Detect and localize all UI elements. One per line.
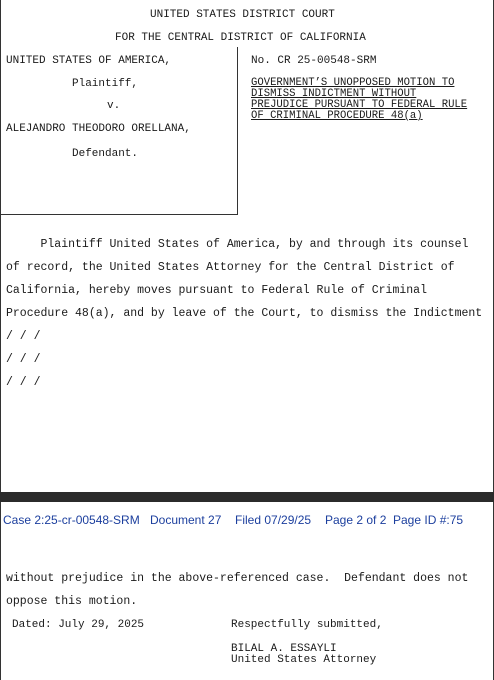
ecf-case-number: Case 2:25-cr-00548-SRM [3, 513, 140, 527]
body-line: Procedure 48(a), and by leave of the Court, to dismiss the Indictment [6, 307, 483, 320]
body-line: California, hereby moves pursuant to Federal Rule of Criminal [6, 284, 427, 297]
body-line: Plaintiff United States of America, by and through its counsel [6, 238, 469, 251]
ecf-filed-date: Filed 07/29/25 [235, 513, 312, 527]
plaintiff-name: UNITED STATES OF AMERICA, [6, 55, 172, 67]
section-mark: / / / [6, 376, 41, 389]
page-divider [0, 492, 494, 502]
court-name: UNITED STATES DISTRICT COURT [150, 9, 335, 21]
section-mark: / / / [6, 353, 41, 366]
ecf-page-id: Page ID #:75 [393, 513, 464, 527]
motion-title-line-4: OF CRIMINAL PROCEDURE 48(a) [251, 110, 423, 122]
case-number: No. CR 25-00548-SRM [251, 55, 377, 67]
defendant-name: ALEJANDRO THEODORO ORELLANA, [6, 123, 191, 135]
versus: v. [107, 100, 121, 112]
motion-title-line-1: GOVERNMENT’S UNOPPOSED MOTION TO [251, 77, 455, 89]
motion-title-line-2: DISMISS INDICTMENT WITHOUT [251, 88, 417, 100]
ecf-page: Page 2 of 2 [325, 513, 387, 527]
ecf-document: Document 27 [150, 513, 222, 527]
signer-name: BILAL A. ESSAYLI [231, 643, 337, 655]
plaintiff-role: Plaintiff, [72, 78, 139, 90]
body-line: of record, the United States Attorney for the Central District of [6, 261, 455, 274]
section-mark: / / / [6, 330, 41, 343]
motion-title-line-3: PREJUDICE PURSUANT TO FEDERAL RULE [251, 99, 468, 111]
body-line: without prejudice in the above-referenced case. Defendant does not [6, 572, 469, 585]
closing-line: Respectfully submitted, [231, 619, 383, 631]
defendant-role: Defendant. [72, 148, 139, 160]
body-line: oppose this motion. [6, 595, 138, 608]
court-district: FOR THE CENTRAL DISTRICT OF CALIFORNIA [115, 32, 366, 44]
signer-title: United States Attorney [231, 654, 377, 666]
dated-line: Dated: July 29, 2025 [12, 619, 145, 631]
